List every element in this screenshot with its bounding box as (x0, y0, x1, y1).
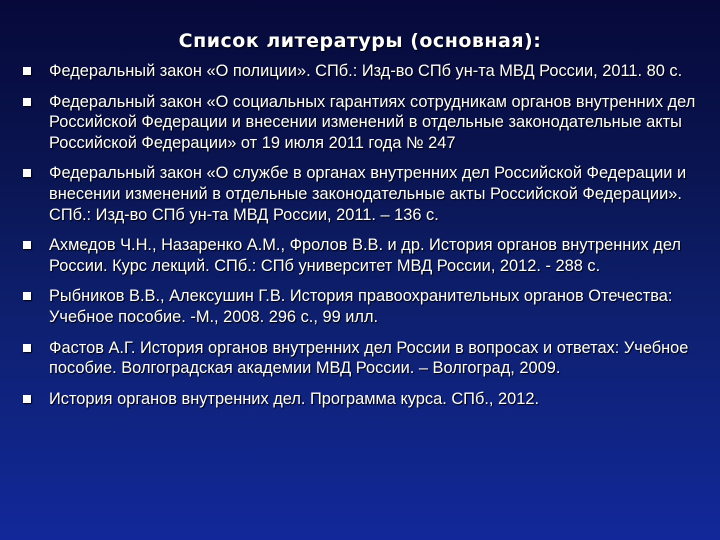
square-bullet-icon (23, 344, 31, 352)
list-item-text: Рыбников В.В., Алексушин Г.В. История правоохранительных органов Отечества: Учебное пособие. -М., 2008. 296 с., 99 илл. (49, 287, 673, 326)
list-item (22, 389, 702, 410)
literature-list (22, 61, 702, 419)
square-bullet-icon (23, 67, 31, 75)
list-item-text: Федеральный закон «О полиции». СПб.: Изд-во СПб ун-та МВД России, 2011. 80 с. (49, 62, 683, 80)
list-item-text: Федеральный закон «О службе в органах внутренних дел Российской Федерации и внесении изменений в отдельные законодательные акты Российской Федерации». СПб.: Изд-во СПб ун-та МВД России, 2011. – 136 с. (49, 164, 687, 224)
list-item (22, 92, 702, 154)
list-item (22, 163, 702, 225)
list-item-text: Ахмедов Ч.Н., Назаренко А.М., Фролов В.В. и др. История органов внутренних дел России. Курс лекций. СПб.: СПб университет МВД России, 2012. - 288 с. (49, 236, 681, 275)
list-item (22, 61, 702, 82)
square-bullet-icon (23, 241, 31, 249)
square-bullet-icon (23, 395, 31, 403)
slide-title: Список литературы (основная): (178, 30, 542, 52)
list-item (22, 286, 702, 327)
list-item-text: Фастов А.Г. История органов внутренних дел России в вопросах и ответах: Учебное пособие. Волгоградская академии МВД России. – Волгоград, 2009. (49, 338, 689, 378)
square-bullet-icon (23, 98, 31, 106)
list-item (22, 235, 702, 276)
list-item-text: Федеральный закон «О социальных гарантиях сотрудникам органов внутренних дел Российской Федерации и внесении изменений в отдельные законодательные акты Российской Федерации» от 19 июля 2011 года № 247 (49, 92, 696, 152)
square-bullet-icon (23, 292, 31, 300)
square-bullet-icon (23, 169, 31, 177)
list-item-text: История органов внутренних дел. Программа курса. СПб., 2012. (49, 389, 540, 408)
list-item (22, 338, 702, 379)
